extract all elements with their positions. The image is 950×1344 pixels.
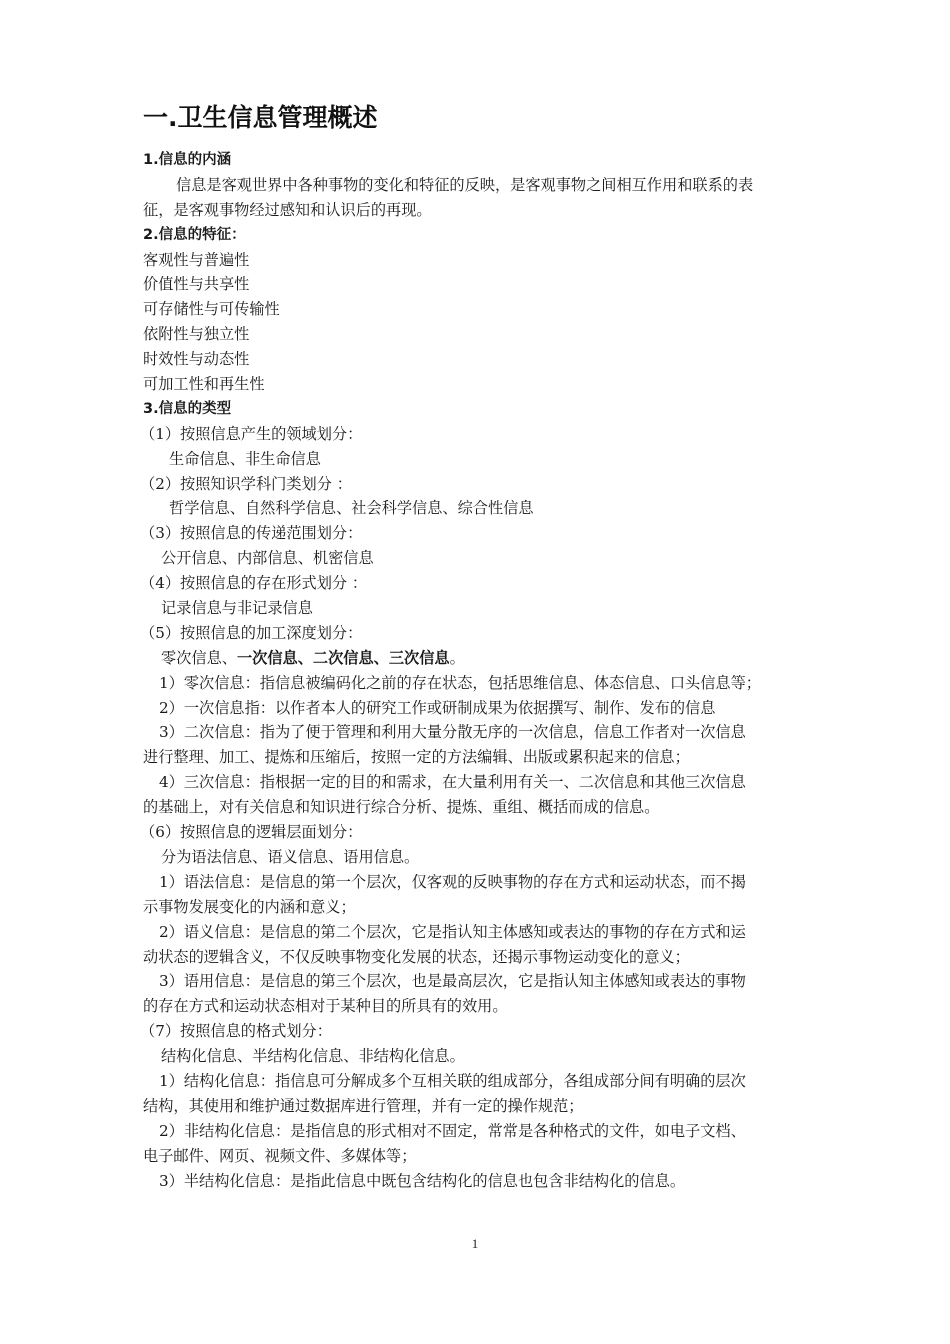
category-description: 哲学信息、自然科学信息、社会科学信息、综合性信息 bbox=[169, 499, 534, 518]
list-item: 可加工性和再生性 bbox=[143, 375, 265, 394]
list-item: 时效性与动态性 bbox=[143, 350, 250, 369]
category-description: 分为语法信息、语义信息、语用信息。 bbox=[161, 847, 420, 866]
desc-bold: 一次信息、二次信息、三次信息 bbox=[236, 648, 450, 667]
detail-line: 结构，其使用和维护通过数据库进行管理，并有一定的操作规范； bbox=[143, 1096, 584, 1115]
page-title: 一.卫生信息管理概述 bbox=[143, 103, 378, 132]
detail-line: 示事物发展变化的内涵和意义； bbox=[143, 897, 356, 916]
section-heading: 3.信息的类型 bbox=[143, 400, 232, 417]
category-description: 生命信息、非生命信息 bbox=[169, 449, 321, 468]
category-heading: （2）按照知识学科门类划分 ： bbox=[140, 474, 352, 493]
detail-line: 进行整理、加工、提炼和压缩后，按照一定的方法编辑、出版或累积起来的信息； bbox=[143, 748, 690, 767]
detail-line: 1）语法信息：是信息的第一个层次，仅客观的反映事物的存在方式和运动状态，而不揭 bbox=[159, 872, 746, 891]
detail-line: 4）三次信息：指根据一定的目的和需求，在大量利用有关一、二次信息和其他三次信息 bbox=[159, 773, 746, 792]
detail-line: 1）结构化信息：指信息可分解成多个互相关联的组成部分，各组成部分间有明确的层次 bbox=[159, 1071, 746, 1090]
category-heading: （7）按照信息的格式划分： bbox=[140, 1022, 332, 1041]
detail-line: 的基础上，对有关信息和知识进行综合分析、提炼、重组、概括而成的信息。 bbox=[143, 798, 660, 817]
detail-line: 3）二次信息：指为了便于管理和利用大量分散无序的一次信息，信息工作者对一次信息 bbox=[159, 723, 746, 742]
section-heading: 2.信息的特征： bbox=[143, 226, 246, 243]
list-item: 客观性与普遍性 bbox=[143, 250, 250, 269]
detail-line: 2）语义信息：是信息的第二个层次，它是指认知主体感知或表达的事物的存在方式和运 bbox=[159, 922, 746, 941]
detail-line: 电子邮件、网页、视频文件、多媒体等； bbox=[143, 1146, 417, 1165]
section-heading: 1.信息的内涵 bbox=[143, 152, 232, 168]
paragraph-line: 信息是客观世界中各种事物的变化和特征的反映，是客观事物之间相互作用和联系的表 bbox=[176, 175, 754, 194]
desc-end: 。 bbox=[449, 648, 465, 667]
category-description: 公开信息、内部信息、机密信息 bbox=[161, 549, 374, 568]
detail-line: 2）非结构化信息：是指信息的形式相对不固定，常常是各种格式的文件，如电子文档、 bbox=[159, 1121, 746, 1140]
document-body bbox=[140, 148, 815, 1193]
category-heading: （4）按照信息的存在形式划分 ： bbox=[140, 574, 368, 593]
paragraph-line: 征，是客观事物经过感知和认识后的再现。 bbox=[143, 200, 432, 219]
list-item: 可存储性与可传输性 bbox=[143, 300, 280, 319]
category-heading: （1）按照信息产生的领域划分： bbox=[140, 424, 363, 443]
category-heading: （5）按照信息的加工深度划分： bbox=[140, 623, 363, 642]
desc-normal: 零次信息、 bbox=[161, 648, 237, 667]
detail-line: 的存在方式和运动状态相对于某种目的所具有的效用。 bbox=[143, 997, 508, 1016]
category-heading: （3）按照信息的传递范围划分： bbox=[140, 524, 363, 543]
detail-line: 动状态的逻辑含义，不仅反映事物变化发展的状态，还揭示事物运动变化的意义； bbox=[143, 947, 690, 966]
detail-line: 1）零次信息：指信息被编码化之前的存在状态，包括思维信息、体态信息、口头信息等； bbox=[159, 673, 761, 692]
category-heading: （6）按照信息的逻辑层面划分： bbox=[140, 823, 363, 842]
category-description: 结构化信息、半结构化信息、非结构化信息。 bbox=[161, 1047, 465, 1066]
category-description: 记录信息与非记录信息 bbox=[161, 599, 313, 618]
category-description bbox=[143, 646, 815, 671]
detail-line: 3）语用信息：是信息的第三个层次，也是最高层次，它是指认知主体感知或表达的事物 bbox=[159, 972, 746, 991]
detail-line: 3）半结构化信息：是指此信息中既包含结构化的信息也包含非结构化的信息。 bbox=[159, 1171, 686, 1190]
list-item: 价值性与共享性 bbox=[143, 275, 250, 294]
list-item: 依附性与独立性 bbox=[143, 325, 250, 344]
page-number: 1 bbox=[471, 1236, 479, 1251]
detail-line: 2）一次信息指：以作者本人的研究工作或研制成果为依据撰写、制作、发布的信息 bbox=[159, 698, 716, 717]
